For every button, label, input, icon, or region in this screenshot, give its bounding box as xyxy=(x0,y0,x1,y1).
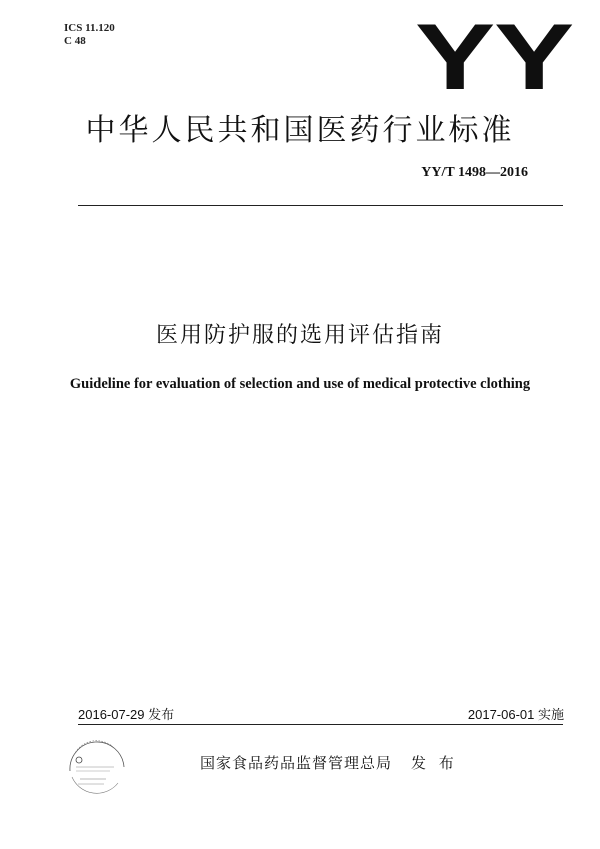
implementation-date: 2017-06-01 实施 xyxy=(467,707,564,722)
issuer-name: 国家食品药品监督管理总局 xyxy=(200,754,393,772)
official-seal-icon xyxy=(64,737,130,799)
yy-logo: YY xyxy=(415,4,573,109)
standard-code: YY/T 1498—2016 xyxy=(421,165,528,180)
publication-date: 2016-07-29 发布 xyxy=(78,707,175,722)
bottom-divider xyxy=(78,724,563,725)
ics-classification xyxy=(64,22,115,48)
ics-code: ICS 11.120 xyxy=(64,22,115,34)
org-title: 中华人民共和国医药行业标准 xyxy=(85,113,515,148)
document-title-en: Guideline for evaluation of selection and use of medical protective clothing xyxy=(69,376,531,392)
document-title-zh: 医用防护服的选用评估指南 xyxy=(155,323,444,348)
ccs-code: C 48 xyxy=(64,35,86,47)
top-divider xyxy=(78,205,563,206)
issuer-action: 发 布 xyxy=(411,754,458,772)
